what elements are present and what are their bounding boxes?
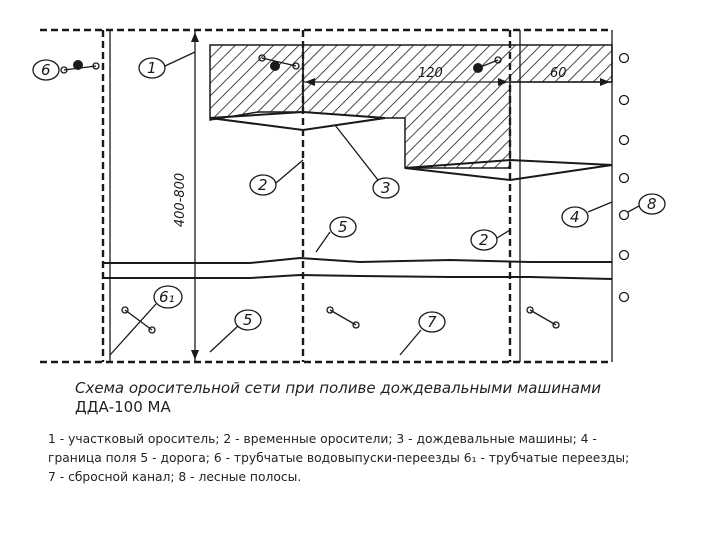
legend-line-2: граница поля 5 - дорога; 6 - трубчатые водовыпуски-переезды 6₁ - трубчатые переезды;: [48, 451, 630, 465]
caption-title-line-1: Схема оросительной сети при поливе дождевальными машинами: [75, 379, 602, 397]
callout-6: [33, 60, 59, 80]
svg-text:2: 2: [258, 176, 268, 194]
road-lower-line: [103, 275, 612, 279]
svg-text:1: 1: [147, 59, 157, 77]
dimension-60-label: 60: [550, 66, 567, 81]
callout-3: [335, 125, 399, 198]
callout-2b: [471, 230, 510, 250]
forest-strip: [620, 54, 629, 302]
svg-text:5: 5: [338, 218, 348, 236]
callout-4: [562, 202, 612, 227]
dimension-120-label: 120: [418, 66, 443, 81]
caption-title-line-2: ДДА-100 МА: [75, 398, 171, 416]
crossing-symbols: [122, 307, 559, 333]
legend-line-3: 7 - сбросной канал; 8 - лесные полосы.: [48, 470, 302, 484]
callout-2a: [250, 160, 303, 195]
svg-text:6₁: 6₁: [159, 288, 175, 306]
svg-text:7: 7: [427, 313, 437, 331]
callout-5a: [316, 217, 356, 252]
callout-5b: [210, 310, 261, 352]
legend-text: [48, 430, 688, 487]
svg-text:8: 8: [647, 195, 657, 213]
callout-7: [400, 312, 445, 355]
dimension-range-label: 400-800: [173, 172, 188, 228]
legend-line-1: 1 - участковый ороситель; 2 - временные оросители; 3 - дождевальные машины; 4 -: [48, 432, 597, 446]
svg-text:4: 4: [570, 208, 580, 226]
svg-text:5: 5: [243, 311, 253, 329]
callout-8: [628, 194, 665, 214]
svg-text:6: 6: [41, 61, 51, 79]
callout-1: [139, 52, 195, 78]
callout-6-1: [110, 286, 182, 355]
figure-caption: [75, 379, 675, 417]
svg-text:3: 3: [381, 179, 391, 197]
svg-text:2: 2: [479, 231, 489, 249]
road-upper-line: [103, 258, 612, 263]
